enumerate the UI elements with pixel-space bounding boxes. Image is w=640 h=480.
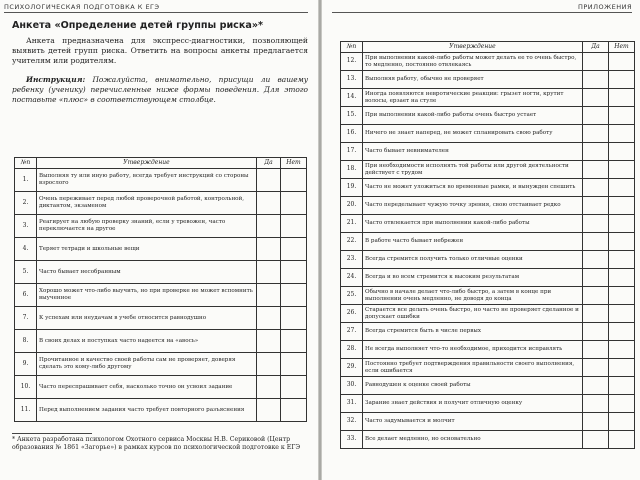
- row-number: 16.: [341, 125, 363, 143]
- answer-no-cell[interactable]: [281, 307, 307, 330]
- answer-yes-cell[interactable]: [583, 251, 609, 269]
- table-row: [341, 179, 635, 197]
- row-number: 22.: [341, 233, 363, 251]
- row-statement: Очень переживает перед любой проверочной работой, контрольной, диктантом, экзаменом: [37, 192, 257, 215]
- survey-table-left: [14, 157, 307, 422]
- answer-yes-cell[interactable]: [257, 284, 281, 307]
- answer-yes-cell[interactable]: [583, 161, 609, 179]
- answer-no-cell[interactable]: [281, 284, 307, 307]
- row-statement: Часто не может уложиться во временные рамки, и вынужден спешить: [363, 179, 583, 197]
- row-number: 18.: [341, 161, 363, 179]
- answer-yes-cell[interactable]: [583, 197, 609, 215]
- row-number: 9.: [15, 353, 37, 376]
- row-statement: При выполнении какой-либо работы может делать ее то очень быстро, то медленно, постоянно отвлекаясь: [363, 53, 583, 71]
- col-no-header: Нет: [281, 158, 307, 169]
- table-row: [341, 269, 635, 287]
- row-statement: Часто задумывается и молчит: [363, 413, 583, 431]
- answer-no-cell[interactable]: [609, 359, 635, 377]
- row-number: 29.: [341, 359, 363, 377]
- table-row: [341, 107, 635, 125]
- table-row: [15, 284, 307, 307]
- answer-yes-cell[interactable]: [257, 376, 281, 399]
- answer-no-cell[interactable]: [609, 233, 635, 251]
- table-row: [341, 359, 635, 377]
- answer-no-cell[interactable]: [609, 197, 635, 215]
- row-statement: Часто отвлекается при выполнении какой-либо работы: [363, 215, 583, 233]
- row-number: 10.: [15, 376, 37, 399]
- answer-yes-cell[interactable]: [583, 359, 609, 377]
- row-number: 3.: [15, 215, 37, 238]
- footnote-rule: [12, 433, 92, 434]
- row-number: 1.: [15, 169, 37, 192]
- row-number: 23.: [341, 251, 363, 269]
- answer-yes-cell[interactable]: [583, 395, 609, 413]
- row-statement: Хорошо может что-либо выучить, но при проверке не может вспомнить выученное: [37, 284, 257, 307]
- row-number: 4.: [15, 238, 37, 261]
- answer-yes-cell[interactable]: [583, 89, 609, 107]
- row-statement: Зарание знает действия и получит отличную оценку: [363, 395, 583, 413]
- answer-yes-cell[interactable]: [257, 261, 281, 284]
- table-row: [341, 197, 635, 215]
- answer-yes-cell[interactable]: [257, 238, 281, 261]
- right-running-head: ПРИЛОЖЕНИЯ: [332, 3, 632, 13]
- row-statement: Реагирует на любую проверку знаний, если у тревожен, часто переключается на другое: [37, 215, 257, 238]
- table-row: [341, 89, 635, 107]
- right-page: [322, 0, 640, 480]
- table-row: [341, 413, 635, 431]
- row-number: 25.: [341, 287, 363, 305]
- row-number: 24.: [341, 269, 363, 287]
- table-row: [341, 431, 635, 449]
- row-number: 12.: [341, 53, 363, 71]
- row-statement: Равнодушен к оценке своей работы: [363, 377, 583, 395]
- row-statement: Часто переделывает чужую точку зрения, свою отстаивает редко: [363, 197, 583, 215]
- row-number: 19.: [341, 179, 363, 197]
- table-row: [341, 71, 635, 89]
- table-row: [15, 169, 307, 192]
- answer-yes-cell[interactable]: [257, 307, 281, 330]
- answer-yes-cell[interactable]: [583, 377, 609, 395]
- row-statement: Не всегда выполняет что-то необходимое, приходится исправлять: [363, 341, 583, 359]
- table-row: [341, 341, 635, 359]
- table-header-row: [15, 158, 307, 169]
- table-row: [341, 125, 635, 143]
- row-statement: Постоянно требует подтверждения правильности своего выполнения, если ошибается: [363, 359, 583, 377]
- row-statement: Выполняя ту или иную работу, всегда требует инструкций со стороны взрослого: [37, 169, 257, 192]
- row-statement: При выполнении какой-либо работы очень быстро устает: [363, 107, 583, 125]
- row-number: 27.: [341, 323, 363, 341]
- answer-yes-cell[interactable]: [583, 269, 609, 287]
- answer-no-cell[interactable]: [281, 353, 307, 376]
- answer-yes-cell[interactable]: [583, 215, 609, 233]
- table-row: [341, 305, 635, 323]
- answer-no-cell[interactable]: [609, 107, 635, 125]
- answer-yes-cell[interactable]: [257, 192, 281, 215]
- table-row: [15, 261, 307, 284]
- table-row: [341, 377, 635, 395]
- table-row: [15, 192, 307, 215]
- answer-yes-cell[interactable]: [257, 169, 281, 192]
- answer-no-cell[interactable]: [609, 71, 635, 89]
- table-row: [15, 307, 307, 330]
- row-statement: В своих делах и поступках часто надеется на «авось»: [37, 330, 257, 353]
- row-statement: Перед выполнением задания часто требует повторного разъяснения: [37, 399, 257, 422]
- answer-no-cell[interactable]: [609, 89, 635, 107]
- intro-paragraph: Анкета предназначена для экспресс-диагностики, позволяющей выявить детей групп риска. Ответить на вопросы анкеты предлагается учителям или родителям.: [12, 36, 308, 65]
- row-statement: Обычно в начале делает что-либо быстро, а затем в конце при выполнении очень медленно, не доводя до конца: [363, 287, 583, 305]
- answer-yes-cell[interactable]: [257, 215, 281, 238]
- row-number: 6.: [15, 284, 37, 307]
- answer-yes-cell[interactable]: [583, 413, 609, 431]
- instruction-paragraph: [12, 75, 308, 105]
- answer-no-cell[interactable]: [609, 431, 635, 449]
- row-statement: Всегда и во всем стремится к высоким результатам: [363, 269, 583, 287]
- col-yes-header: Да: [583, 42, 609, 53]
- row-number: 7.: [15, 307, 37, 330]
- col-no-header: Нет: [609, 42, 635, 53]
- row-statement: Старается все делать очень быстро, но часто не проверяет сделанное и допускает ошибки: [363, 305, 583, 323]
- answer-no-cell[interactable]: [281, 376, 307, 399]
- row-statement: К успехам или неудачам в учебе относится равнодушно: [37, 307, 257, 330]
- table-row: [341, 161, 635, 179]
- row-number: 20.: [341, 197, 363, 215]
- survey-rows-right: [341, 53, 635, 449]
- answer-no-cell[interactable]: [281, 215, 307, 238]
- answer-yes-cell[interactable]: [583, 143, 609, 161]
- instruction-label: Инструкция:: [26, 75, 86, 84]
- row-statement: Все делает медленно, но основательно: [363, 431, 583, 449]
- answer-no-cell[interactable]: [609, 395, 635, 413]
- answer-no-cell[interactable]: [609, 413, 635, 431]
- footnote: * Анкета разработана психологом Охотного сервиса Москвы Н.В. Сериковой (Центр образования № 1861 «Загорье») в рамках курсов по психологической подготовке к ЕГЭ: [12, 436, 301, 451]
- survey-title: Анкета «Определение детей группы риска»*: [12, 20, 264, 31]
- table-row: [341, 251, 635, 269]
- answer-yes-cell[interactable]: [257, 330, 281, 353]
- answer-no-cell[interactable]: [609, 251, 635, 269]
- row-number: 14.: [341, 89, 363, 107]
- answer-no-cell[interactable]: [609, 179, 635, 197]
- answer-no-cell[interactable]: [281, 192, 307, 215]
- answer-yes-cell[interactable]: [583, 53, 609, 71]
- col-num-header: №п: [341, 42, 363, 53]
- answer-yes-cell[interactable]: [583, 71, 609, 89]
- answer-no-cell[interactable]: [609, 53, 635, 71]
- answer-no-cell[interactable]: [609, 287, 635, 305]
- table-row: [15, 215, 307, 238]
- row-statement: Всегда стремится получить только отличные оценки: [363, 251, 583, 269]
- answer-no-cell[interactable]: [281, 169, 307, 192]
- instruction-text: Пожалуйста, внимательно, присущи ли вашему ребенку (ученику) перечисленные ниже формы поведения. Для этого поставьте «плюс» в соответствующем столбце.: [12, 75, 308, 104]
- row-statement: Часто бывает невнимателен: [363, 143, 583, 161]
- row-number: 15.: [341, 107, 363, 125]
- survey-rows-left: [15, 169, 307, 422]
- row-number: 30.: [341, 377, 363, 395]
- answer-no-cell[interactable]: [609, 269, 635, 287]
- table-row: [341, 143, 635, 161]
- answer-no-cell[interactable]: [281, 330, 307, 353]
- answer-no-cell[interactable]: [609, 125, 635, 143]
- answer-no-cell[interactable]: [609, 341, 635, 359]
- answer-yes-cell[interactable]: [257, 353, 281, 376]
- table-row: [15, 353, 307, 376]
- answer-yes-cell[interactable]: [583, 125, 609, 143]
- answer-yes-cell[interactable]: [257, 399, 281, 422]
- row-number: 31.: [341, 395, 363, 413]
- col-statement-header: Утверждение: [363, 42, 583, 53]
- answer-no-cell[interactable]: [609, 161, 635, 179]
- left-running-head: ПСИХОЛОГИЧЕСКАЯ ПОДГОТОВКА К ЕГЭ: [4, 3, 308, 13]
- row-statement: Часто переспрашивает себя, насколько точно он усвоил задание: [37, 376, 257, 399]
- row-statement: Иногда появляются невротические реакции: грызет ногти, крутит волосы, ерзает на стуле: [363, 89, 583, 107]
- row-number: 21.: [341, 215, 363, 233]
- table-row: [15, 376, 307, 399]
- answer-yes-cell[interactable]: [583, 323, 609, 341]
- answer-no-cell[interactable]: [609, 305, 635, 323]
- answer-no-cell[interactable]: [281, 399, 307, 422]
- answer-yes-cell[interactable]: [583, 305, 609, 323]
- table-row: [341, 287, 635, 305]
- table-row: [341, 215, 635, 233]
- answer-yes-cell[interactable]: [583, 287, 609, 305]
- row-number: 33.: [341, 431, 363, 449]
- row-number: 26.: [341, 305, 363, 323]
- row-number: 32.: [341, 413, 363, 431]
- row-number: 8.: [15, 330, 37, 353]
- row-number: 2.: [15, 192, 37, 215]
- table-row: [341, 53, 635, 71]
- col-yes-header: Да: [257, 158, 281, 169]
- answer-no-cell[interactable]: [609, 377, 635, 395]
- row-number: 28.: [341, 341, 363, 359]
- table-row: [341, 395, 635, 413]
- table-row: [15, 399, 307, 422]
- table-row: [341, 233, 635, 251]
- answer-yes-cell[interactable]: [583, 179, 609, 197]
- answer-no-cell[interactable]: [281, 238, 307, 261]
- answer-yes-cell[interactable]: [583, 431, 609, 449]
- answer-yes-cell[interactable]: [583, 233, 609, 251]
- answer-yes-cell[interactable]: [583, 107, 609, 125]
- col-statement-header: Утверждение: [37, 158, 257, 169]
- row-statement: Часто бывает несобранным: [37, 261, 257, 284]
- row-statement: В работе часто бывает небрежен: [363, 233, 583, 251]
- table-row: [15, 330, 307, 353]
- left-page: [0, 0, 318, 480]
- row-statement: Всегда стремится быть в числе первых: [363, 323, 583, 341]
- row-statement: При необходимости исполнять той работы или другой деятельности действует с трудом: [363, 161, 583, 179]
- answer-no-cell[interactable]: [281, 261, 307, 284]
- table-header-row: [341, 42, 635, 53]
- answer-no-cell[interactable]: [609, 215, 635, 233]
- survey-table-right: [340, 41, 635, 449]
- row-statement: Выполняя работу, обычно не проверяет: [363, 71, 583, 89]
- answer-yes-cell[interactable]: [583, 341, 609, 359]
- row-number: 17.: [341, 143, 363, 161]
- col-num-header: №п: [15, 158, 37, 169]
- row-statement: Теряет тетради и школьные вещи: [37, 238, 257, 261]
- row-statement: Прочитанное и качество своей работы сам не проверяет, доверяя сделать это кому-либо другому: [37, 353, 257, 376]
- answer-no-cell[interactable]: [609, 323, 635, 341]
- row-statement: Ничего не знает наперед, не может спланировать свою работу: [363, 125, 583, 143]
- answer-no-cell[interactable]: [609, 143, 635, 161]
- table-row: [341, 323, 635, 341]
- row-number: 11.: [15, 399, 37, 422]
- table-row: [15, 238, 307, 261]
- row-number: 13.: [341, 71, 363, 89]
- row-number: 5.: [15, 261, 37, 284]
